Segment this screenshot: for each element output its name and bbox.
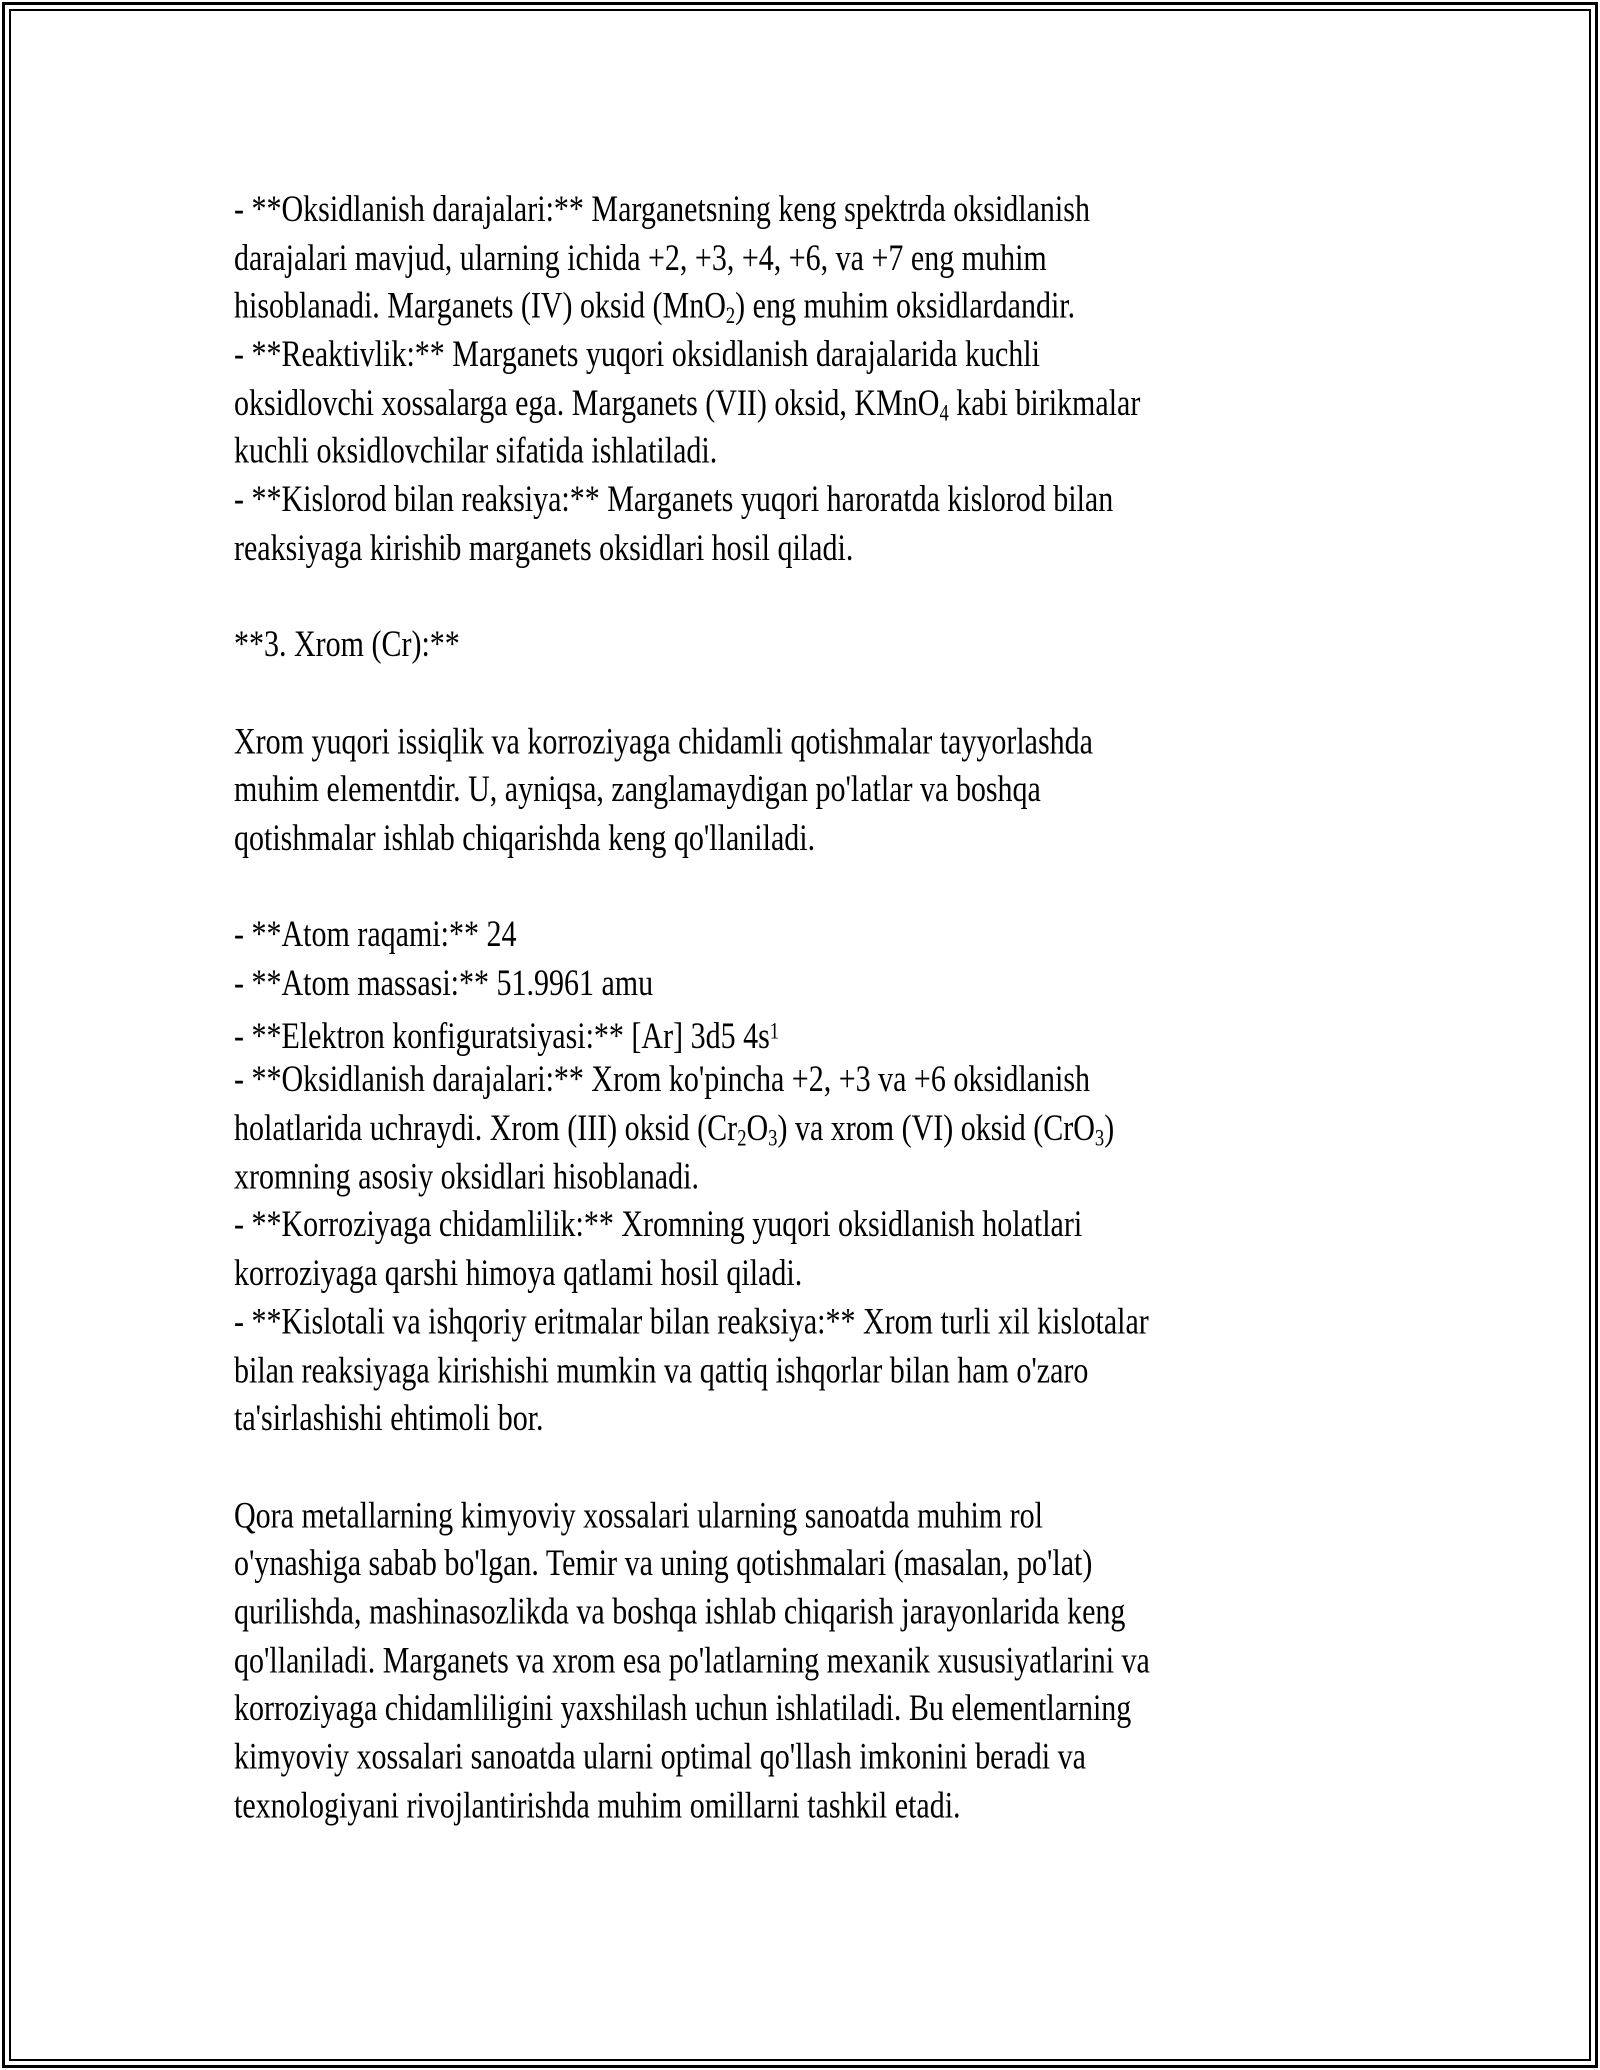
text-segment: - **Oksidlanish darajalari:** Xrom ko'pincha +2, +3 va +6 oksidlanish <box>234 1058 1091 1101</box>
text-segment: - **Oksidlanish darajalari:** Marganetsning keng spektrda oksidlanish <box>234 188 1090 230</box>
text-line <box>234 911 1150 959</box>
text-segment: kabi birikmalar <box>948 381 1141 424</box>
text-segment: darajalari mavjud, ularning ichida +2, +3, +4, +6, va +7 eng muhim <box>234 236 1047 279</box>
text-segment: - **Reaktivlik:** Marganets yuqori oksidlanish darajalarida kuchli <box>234 333 1040 375</box>
text-line <box>234 1734 1150 1782</box>
text-line <box>234 1056 1150 1104</box>
text-line <box>234 1782 1150 1830</box>
text-segment: O <box>746 1107 769 1149</box>
text-segment: - **Kislotali va ishqoriy eritmalar bilan reaksiya:** Xrom turli xil kislotalar <box>234 1300 1149 1343</box>
text-segment: ta'sirlashishi ehtimoli bor. <box>234 1397 544 1439</box>
text-line <box>234 476 1150 524</box>
text-line <box>234 766 1150 814</box>
sub-text: 2 <box>737 1125 747 1152</box>
text-segment: qurilishda, mashinasozlikda va boshqa ishlab chiqarish jarayonlarida keng <box>234 1590 1126 1633</box>
text-line <box>234 1008 1150 1056</box>
text-segment: qotishmalar ishlab chiqarishda keng qo'llaniladi. <box>234 817 816 859</box>
text-line <box>234 863 1150 911</box>
text-segment: kuchli oksidlovchilar sifatida ishlatiladi. <box>234 430 718 472</box>
sub-text: 3 <box>1094 1125 1105 1152</box>
text-line <box>234 1540 1150 1588</box>
text-line <box>234 621 1150 669</box>
text-segment: ) eng muhim oksidlardandir. <box>735 285 1076 327</box>
text-segment: korroziyaga chidamliligini yaxshilash uchun ishlatiladi. Bu elementlarning <box>234 1687 1132 1729</box>
text-segment: - **Kislorod bilan reaksiya:** Marganets yuqori haroratda kislorod bilan <box>234 478 1114 520</box>
sub-text: 3 <box>768 1125 778 1152</box>
text-segment: texnologiyani rivojlantirishda muhim omillarni tashkil etadi. <box>234 1784 961 1826</box>
text-segment: xromning asosiy oksidlari hisoblanadi. <box>234 1155 699 1197</box>
text-line <box>234 379 1150 427</box>
text-line <box>234 1637 1150 1685</box>
text-segment: reaksiyaga kirishib marganets oksidlari hosil qiladi. <box>234 527 854 569</box>
text-line <box>234 670 1150 718</box>
text-line <box>234 234 1150 282</box>
text-line <box>234 1395 1150 1443</box>
sub-text: 4 <box>939 400 949 427</box>
text-line <box>234 525 1150 573</box>
text-line <box>234 1443 1150 1491</box>
text-line <box>234 718 1150 766</box>
text-segment: - **Elektron konfiguratsiyasi:** [Ar] 3d5 4s <box>234 1014 770 1057</box>
text-segment: - **Atom raqami:** 24 <box>234 913 517 956</box>
sub-text: 2 <box>725 303 736 330</box>
text-line <box>234 1250 1150 1298</box>
text-segment: - **Korroziyaga chidamlilik:** Xromning yuqori oksidlanish holatlari <box>234 1204 1083 1246</box>
text-segment: ) va xrom (VI) oksid (CrO <box>777 1107 1095 1149</box>
text-line <box>234 1202 1150 1250</box>
text-segment: qo'llaniladi. Marganets va xrom esa po'latlarning mexanik xususiyatlarini va <box>234 1639 1150 1681</box>
text-line <box>234 1153 1150 1201</box>
text-segment: kimyoviy xossalari sanoatda ularni optimal qo'llash imkonini beradi va <box>234 1736 1086 1778</box>
text-segment: **3. Xrom (Cr):** <box>234 623 460 665</box>
text-line <box>234 1105 1150 1153</box>
text-line <box>234 1492 1150 1540</box>
text-line <box>234 186 1150 234</box>
text-segment: Xrom yuqori issiqlik va korroziyaga chidamli qotishmalar tayyorlashda <box>234 720 1093 762</box>
text-line <box>234 573 1150 621</box>
text-line <box>234 283 1150 331</box>
text-line <box>234 960 1150 1008</box>
sup-text: 1 <box>769 1018 780 1045</box>
text-segment: o'ynashiga sabab bo'lgan. Temir va uning qotishmalari (masalan, po'lat) <box>234 1542 1093 1584</box>
text-segment: hisoblanadi. Marganets (IV) oksid (MnO <box>234 285 726 327</box>
text-line <box>234 1298 1150 1346</box>
text-segment: bilan reaksiyaga kirishishi mumkin va qattiq ishqorlar bilan ham o'zaro <box>234 1349 1089 1391</box>
text-segment: ) <box>1104 1107 1115 1149</box>
text-line <box>234 815 1150 863</box>
text-segment: muhim elementdir. U, ayniqsa, zanglamaydigan po'latlar va boshqa <box>234 768 1041 811</box>
text-segment: Qora metallarning kimyoviy xossalari ularning sanoatda muhim rol <box>234 1494 1043 1536</box>
text-line <box>234 1347 1150 1395</box>
text-line <box>234 1588 1150 1636</box>
text-segment: oksidlovchi xossalarga ega. Marganets (VII) oksid, KMnO <box>234 381 940 424</box>
text-line <box>234 1685 1150 1733</box>
document-text <box>234 186 1150 1830</box>
text-segment: korroziyaga qarshi himoya qatlami hosil qiladi. <box>234 1252 803 1294</box>
text-segment: - **Atom massasi:** 51.9961 amu <box>234 962 654 1004</box>
text-line <box>234 331 1150 379</box>
text-line <box>234 428 1150 476</box>
text-segment: holatlarida uchraydi. Xrom (III) oksid (Cr <box>234 1107 738 1149</box>
